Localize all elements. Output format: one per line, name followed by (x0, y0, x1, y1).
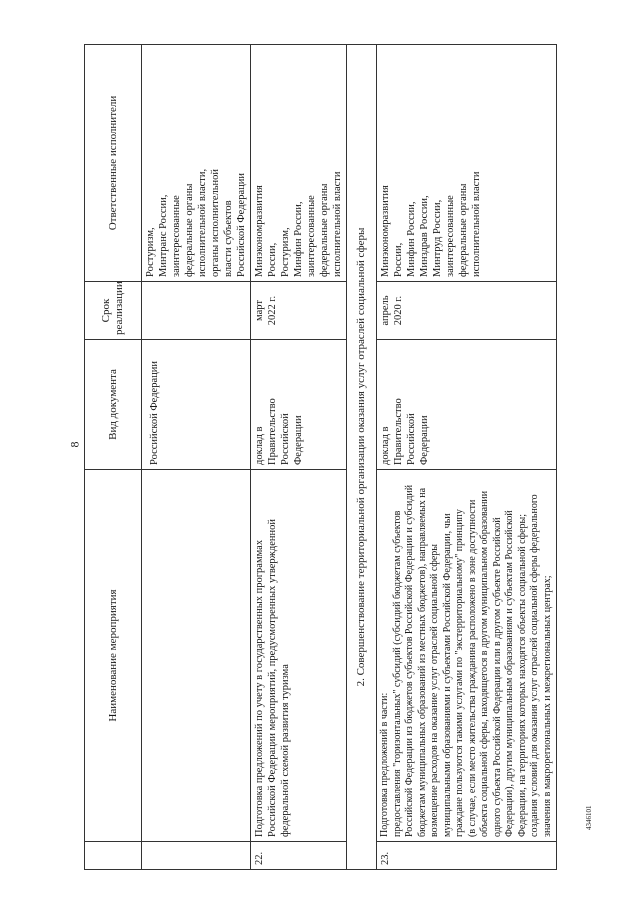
page-number: 8 (67, 441, 82, 448)
cell-document-type: доклад в Правительство Российской Федерации (251, 340, 347, 470)
cell-number: 23. (377, 842, 557, 870)
cell-term: апрель 2020 г. (377, 282, 557, 340)
cell-responsible: Ростуризм, Минтранс России, заинтересованные федеральные органы исполнительной власти, органы исполнительной власти субъектов Российской Федерации (142, 45, 251, 282)
header-term: Срок реализации (85, 282, 142, 340)
section-heading: 2. Совершенствование территориальной организации оказания услуг отраслей социальной сферы (347, 45, 377, 870)
cell-measure-name: Подготовка предложений по учету в государственных программах Российской Федерации мероприятий, предусмотренных утвержденной федеральной схемой развития туризма (251, 470, 347, 842)
header-measure-name: Наименование мероприятия (85, 470, 142, 842)
table-row-23 (377, 45, 557, 870)
cell-number (142, 842, 251, 870)
measures-table-sheet (84, 45, 553, 870)
cell-measure-name: Подготовка предложений в части: предоставления "горизонтальных" субсидий (субсидий бюджетам субъектов Российской Федерации из бюджетов субъектов Российской Федерации и субсидий бюджетам муниципальных образований из местных бюджетов), направляемых на возмещение расходов на оказание услуг отраслей социальной сферы муниципальными образованиями и субъектами Российской Федерации, чьи граждане пользуются такими услугами по "экстерриториальному" принципу (в случае, если место жительства гражданина расположено в зоне доступности объекта социальной сферы, находящегося в другом муниципальном образовании одного субъекта Российской Федерации или в другом субъекте Российской Федерации), другим муниципальным образованиям и субъектам Российской Федерации, на территориях которых находятся объекты социальной сферы; создания условий для оказания услуг отраслей социальной сферы федерального значения в макрорегиональных и межрегиональных центрах; (377, 470, 557, 842)
table-header-row (85, 45, 142, 870)
cell-document-type: Российской Федерации (142, 340, 251, 470)
measures-table (84, 44, 557, 870)
cell-number: 22. (251, 842, 347, 870)
cell-term: март 2022 г. (251, 282, 347, 340)
cell-document-type: доклад в Правительство Российской Федерации (377, 340, 557, 470)
table-row-continued (142, 45, 251, 870)
header-document-type: Вид документа (85, 340, 142, 470)
document-id: 4346101 (585, 805, 593, 830)
section-heading-row (347, 45, 377, 870)
cell-term (142, 282, 251, 340)
cell-responsible: Минэкономразвития России, Минфин России, Минздрав России, Минтруд России, заинтересованные федеральные органы исполнительной власти (377, 45, 557, 282)
table-row-22 (251, 45, 347, 870)
cell-responsible: Минэкономразвития России, Ростуризм, Минфин России, заинтересованные федеральные органы исполнительной власти (251, 45, 347, 282)
header-number (85, 842, 142, 870)
cell-measure-name (142, 470, 251, 842)
header-responsible: Ответственные исполнители (85, 45, 142, 282)
